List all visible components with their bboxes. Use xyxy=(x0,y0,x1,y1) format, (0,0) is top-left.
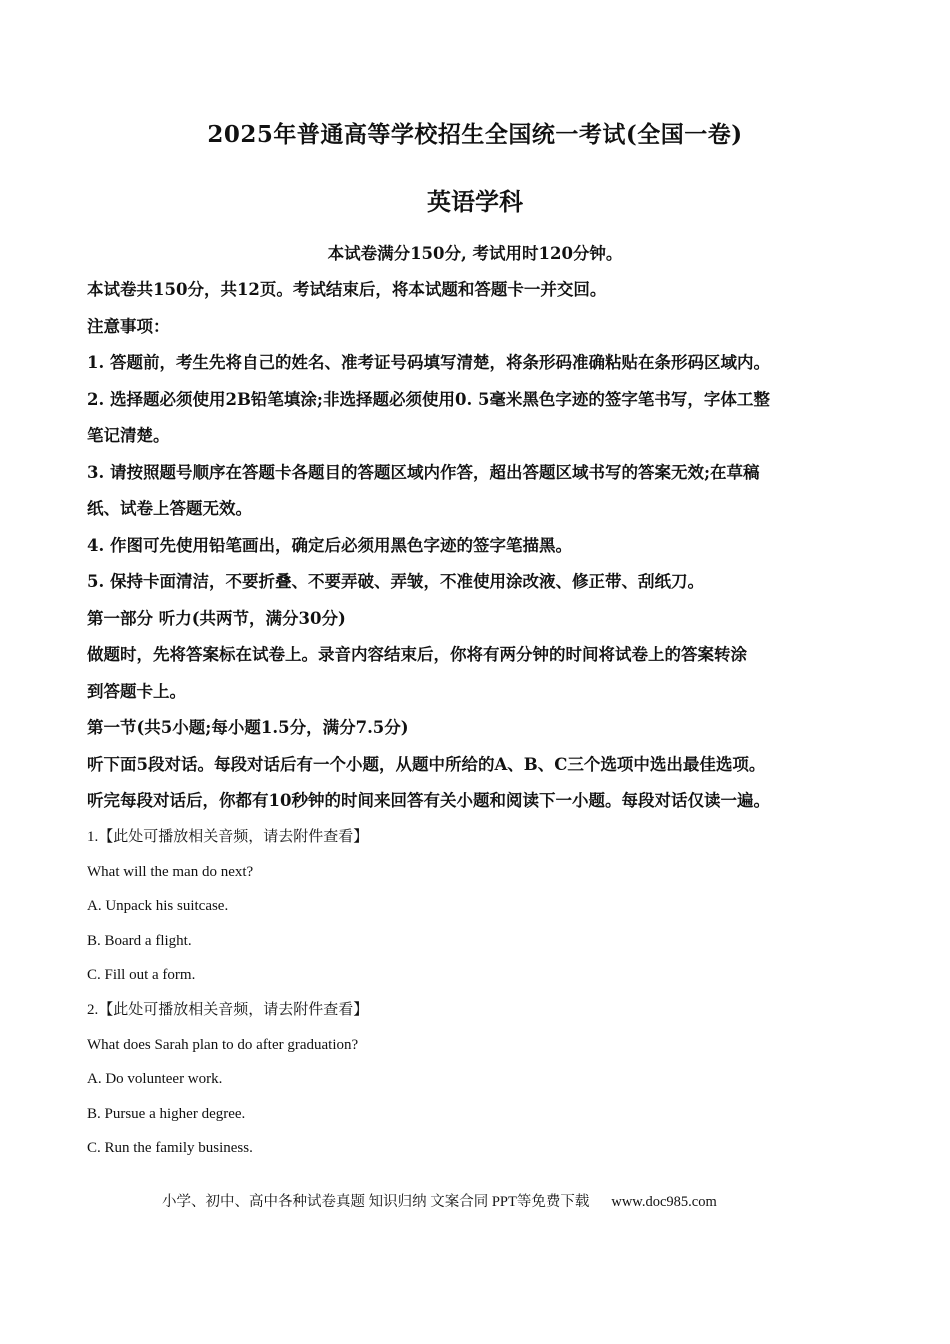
section-heading: 第一部分 听力(共两节，满分30分) xyxy=(87,608,346,628)
instruction-line: 2. 选择题必须使用2B铅笔填涂;非选择题必须使用0. 5毫米黑色字迹的签字笔书写，字体工整 xyxy=(87,389,770,409)
instruction-line: 本试卷共150分，共12页。考试结束后，将本试题和答题卡一并交回。 xyxy=(87,280,607,299)
instruction-line: 1. 答题前，考生先将自己的姓名、准考证号码填写清楚，将条形码准确粘贴在条形码区域内。 xyxy=(87,353,770,372)
questions xyxy=(87,820,877,1166)
page-footer xyxy=(162,1190,717,1211)
section-heading: 第一节(共5小题;每小题1.5分，满分7.5分) xyxy=(87,718,409,737)
question-text: What does Sarah plan to do after graduation? xyxy=(87,1036,359,1053)
option: B. Board a flight. xyxy=(87,932,192,949)
footer-site: www.doc985.com xyxy=(611,1194,717,1210)
instruction-line: 5. 保持卡面清洁，不要折叠、不要弄破、弄皱，不准使用涂改液、修正带、刮纸刀。 xyxy=(87,572,704,591)
instruction-line: 听完每段对话后，你都有10秒钟的时间来回答有关小题和阅读下一小题。每段对话仅读一遍。 xyxy=(87,791,770,810)
instruction-line: 笔记清楚。 xyxy=(87,426,170,445)
instruction-line: 4. 作图可先使用铅笔画出，确定后必须用黑色字迹的签字笔描黑。 xyxy=(87,535,572,555)
option: B. Pursue a higher degree. xyxy=(87,1105,246,1122)
audio-placeholder: 1.【此处可播放相关音频，请去附件查看】 xyxy=(87,829,369,845)
option: A. Do volunteer work. xyxy=(87,1071,223,1088)
instruction-line: 纸、试卷上答题无效。 xyxy=(87,499,252,518)
question-text: What will the man do next? xyxy=(87,863,254,880)
audio-placeholder: 2.【此处可播放相关音频，请去附件查看】 xyxy=(87,1001,369,1018)
exam-title: 2025年普通高等学校招生全国统一考试(全国一卷) xyxy=(207,121,743,148)
score-time-note: 本试卷满分150分, 考试用时120分钟。 xyxy=(327,244,623,263)
instruction-line: 到答题卡上。 xyxy=(87,681,186,701)
option: C. Run the family business. xyxy=(87,1140,253,1157)
option: A. Unpack his suitcase. xyxy=(87,898,229,915)
instruction-line: 听下面5段对话。每段对话后有一个小题，从题中所给的A、B、C三个选项中选出最佳选项。 xyxy=(87,754,766,774)
footer-text: 小学、初中、高中各种试卷真题 知识归纳 文案合同 PPT等免费下载 xyxy=(162,1194,590,1210)
subject-title: 英语学科 xyxy=(427,187,523,216)
instructions xyxy=(87,272,877,820)
option: C. Fill out a form. xyxy=(87,967,196,984)
instruction-line: 注意事项： xyxy=(87,316,170,336)
instruction-line: 3. 请按照题号顺序在答题卡各题目的答题区域内作答，超出答题区域书写的答案无效;在草稿 xyxy=(87,462,760,482)
instruction-line: 做题时，先将答案标在试卷上。录音内容结束后，你将有两分钟的时间将试卷上的答案转涂 xyxy=(87,645,747,664)
